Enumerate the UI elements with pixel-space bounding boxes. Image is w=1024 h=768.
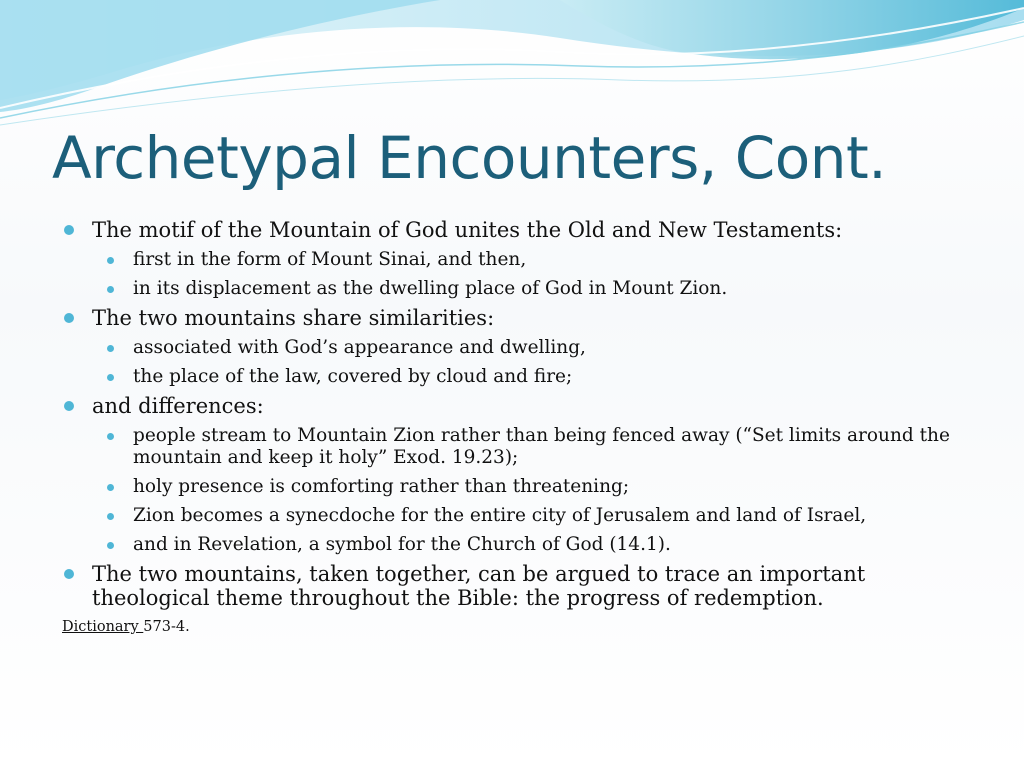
bullet-icon xyxy=(107,345,114,352)
sub-bullet-item xyxy=(62,534,962,556)
sub-bullet-text: in its displacement as the dwelling place of God in Mount Zion. xyxy=(133,278,728,299)
sub-bullet-item xyxy=(62,337,962,359)
sub-bullet-item xyxy=(62,476,962,498)
bullet-icon xyxy=(64,225,74,235)
sub-bullet-text: people stream to Mountain Zion rather than being fenced away (“Set limits around the mountain and keep it holy” Exod. 19.23); xyxy=(133,425,950,468)
dictionary-link[interactable]: Dictionary xyxy=(62,619,144,635)
bullet-icon xyxy=(107,257,114,264)
bullet-icon xyxy=(64,313,74,323)
sub-bullet-item xyxy=(62,505,962,527)
bullet-list xyxy=(62,218,962,635)
bullet-text: The two mountains share similarities: xyxy=(92,306,495,330)
bullet-icon xyxy=(107,286,114,293)
bullet-item xyxy=(62,562,962,610)
bullet-item xyxy=(62,394,962,418)
bullet-icon xyxy=(107,542,114,549)
bullet-item xyxy=(62,218,962,242)
bullet-icon xyxy=(107,484,114,491)
source-pages: 573-4. xyxy=(143,619,190,635)
bullet-text: The two mountains, taken together, can be argued to trace an important theological theme throughout the Bible: the progress of redemption. xyxy=(92,562,866,610)
sub-bullet-text: associated with God’s appearance and dwelling, xyxy=(133,337,586,358)
bullet-icon xyxy=(107,513,114,520)
source-citation xyxy=(62,619,962,635)
sub-bullet-text: and in Revelation, a symbol for the Church of God (14.1). xyxy=(133,534,671,555)
sub-bullet-text: the place of the law, covered by cloud and fire; xyxy=(133,366,573,387)
sub-bullet-text: Zion becomes a synecdoche for the entire city of Jerusalem and land of Israel, xyxy=(133,505,867,526)
bullet-icon xyxy=(107,374,114,381)
sub-bullet-item xyxy=(62,278,962,300)
sub-bullet-item xyxy=(62,425,962,469)
sub-bullet-text: holy presence is comforting rather than threatening; xyxy=(133,476,630,497)
sub-bullet-text: first in the form of Mount Sinai, and then, xyxy=(133,249,527,270)
bullet-icon xyxy=(64,401,74,411)
bullet-item xyxy=(62,306,962,330)
bullet-text: and differences: xyxy=(92,394,264,418)
slide-title: Archetypal Encounters, Cont. xyxy=(52,124,887,192)
sub-bullet-item xyxy=(62,249,962,271)
bullet-icon xyxy=(107,433,114,440)
header-wave-decoration xyxy=(0,0,1024,130)
sub-bullet-item xyxy=(62,366,962,388)
bullet-text: The motif of the Mountain of God unites the Old and New Testaments: xyxy=(92,218,843,242)
bullet-icon xyxy=(64,569,74,579)
